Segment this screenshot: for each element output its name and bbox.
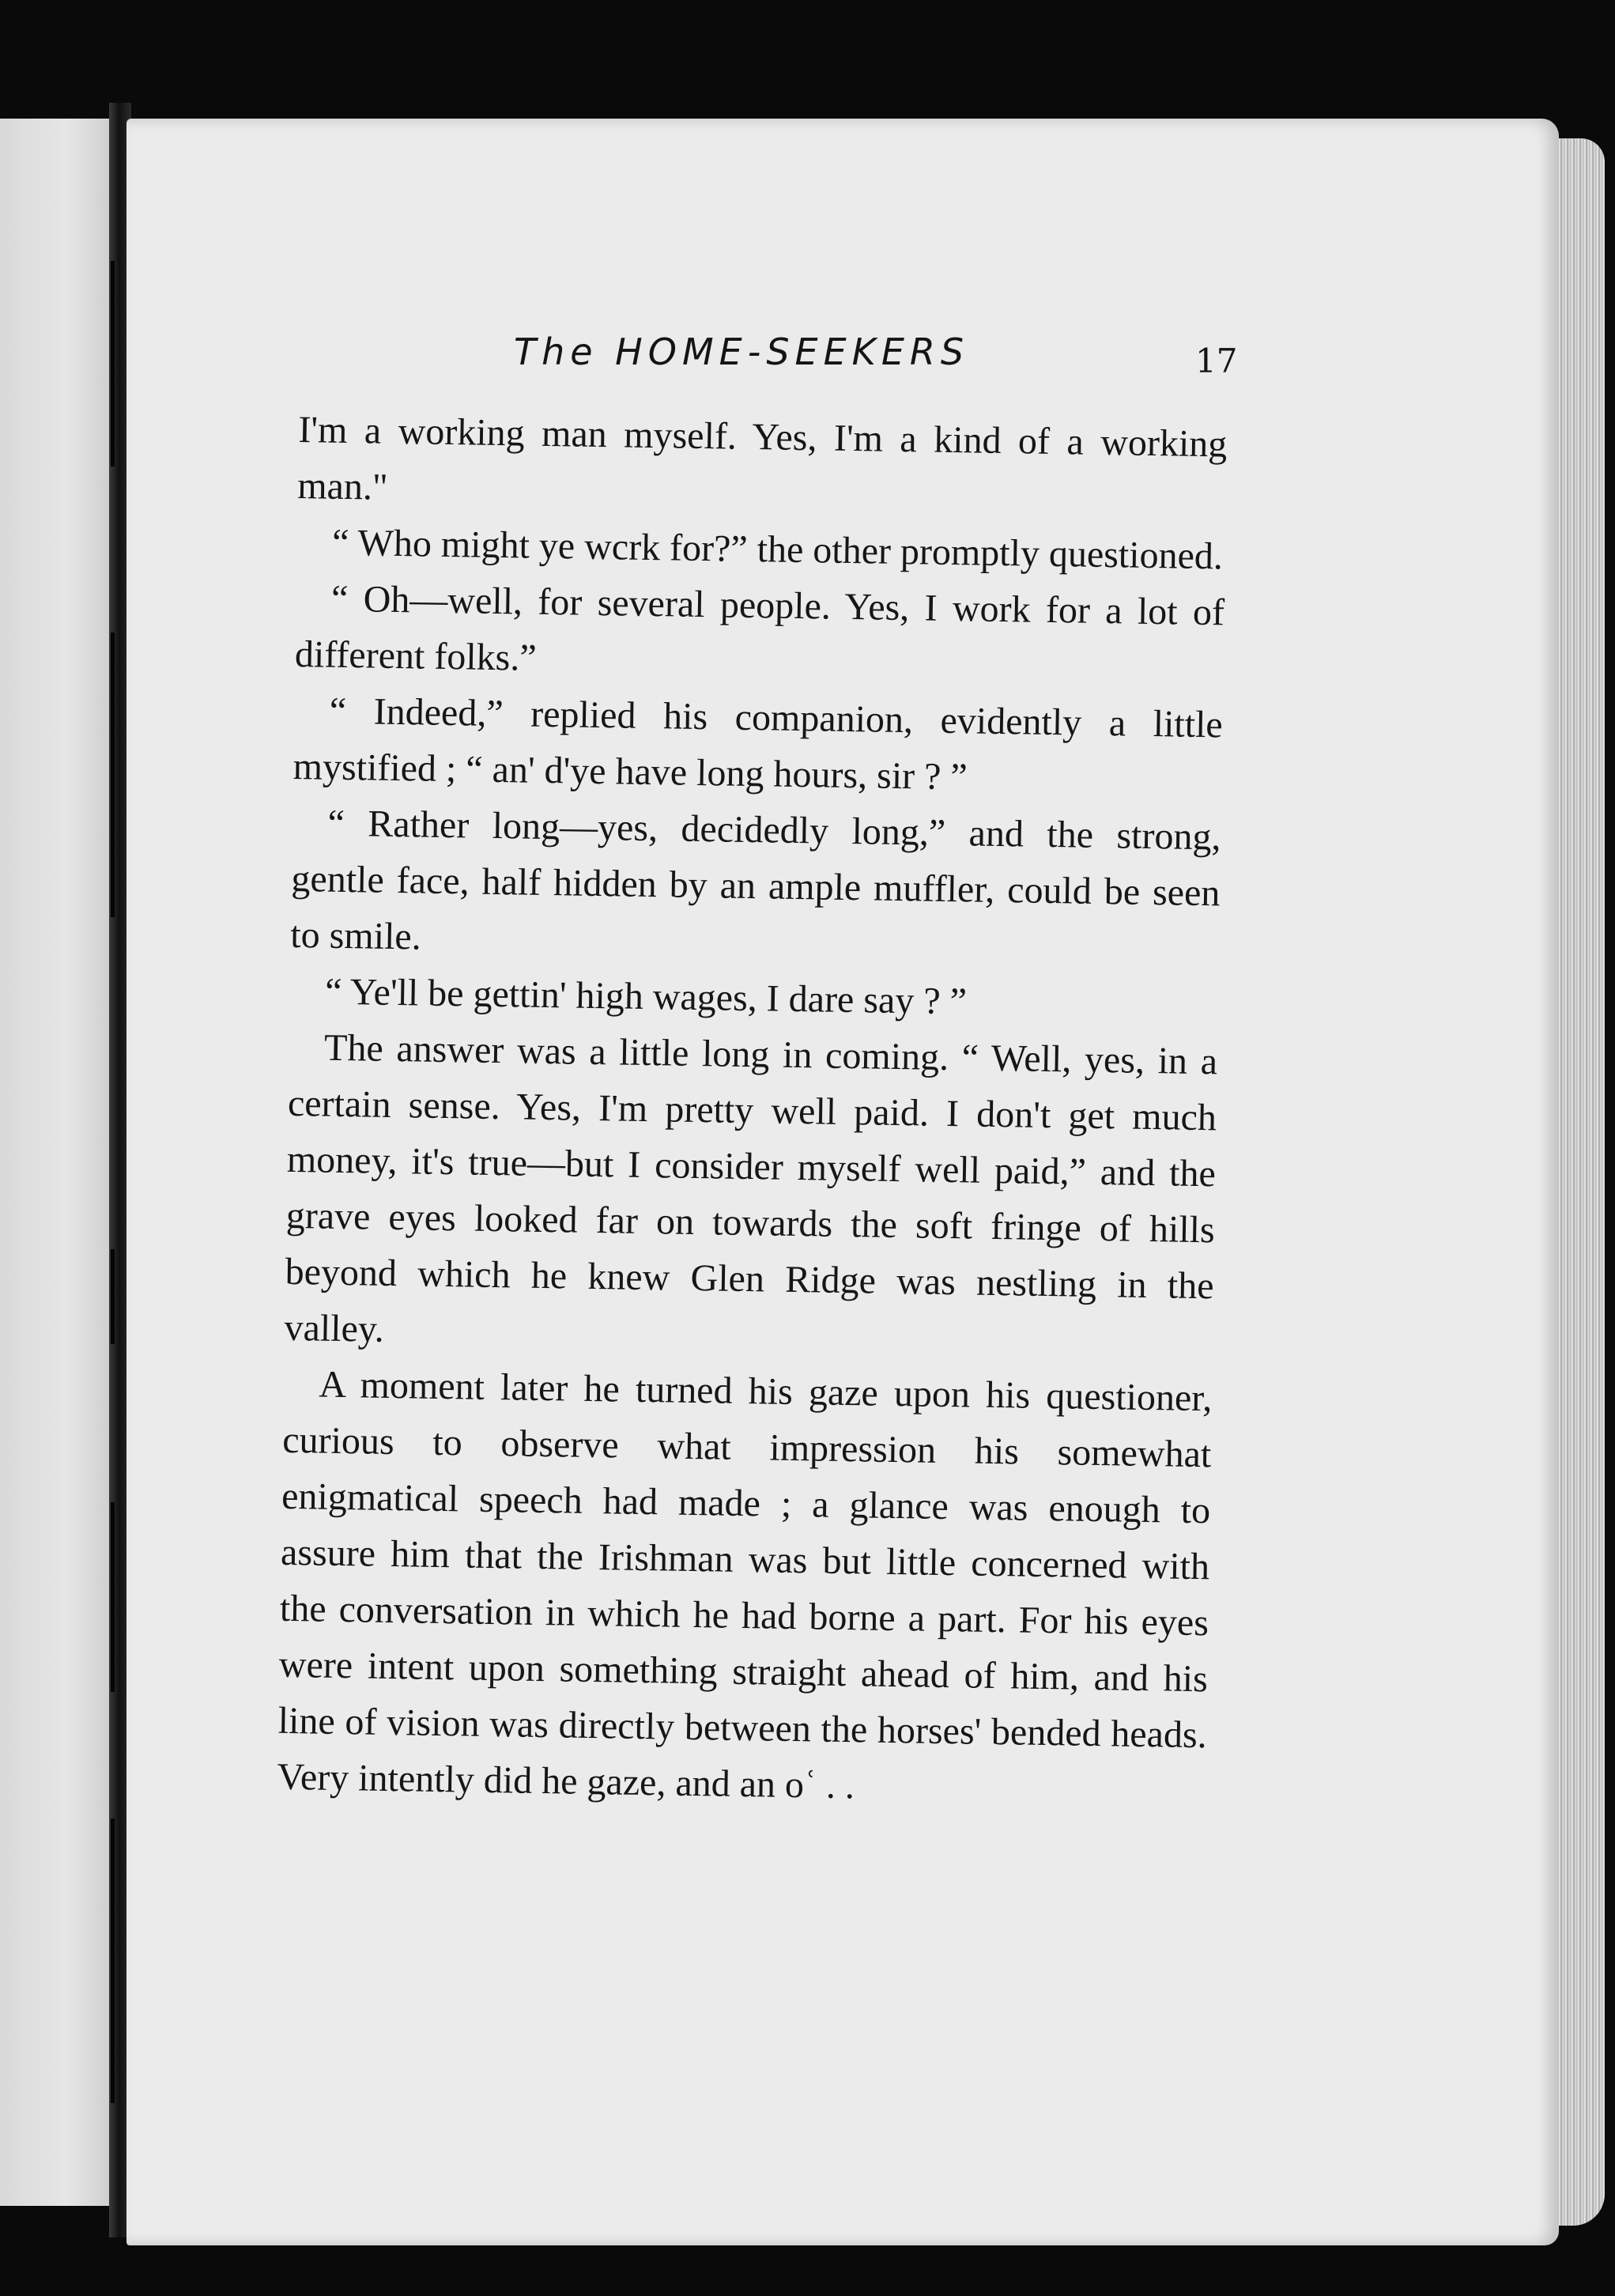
paragraph: “ Rather long—yes, decidedly long,” and the strong, gentle face, half hidden by an ample muffler, could be seen to smile.: [289, 802, 1221, 958]
facing-page-edge: [0, 119, 111, 2206]
paragraph: “ Indeed,” replied his companion, evidently a little mystified ; “ an' d'ye have long hours, sir ? ”: [292, 689, 1224, 799]
gutter-shadow-mark: [111, 633, 115, 917]
paragraph: “ Ye'll be gettin' high wages, I dare say ? ”: [324, 970, 968, 1023]
gutter-shadow-mark: [111, 1249, 115, 1344]
running-head: The HOME-SEEKERS: [514, 330, 970, 373]
page-number: 17: [1195, 342, 1238, 380]
paragraph: A moment later he turned his gaze upon his questioner, curious to observe what impression his somewhat enigmatical speech had made ; a glance was enough to assure him that the Irishman was but little concerned with the conversation in which he had borne a part. For his eyes were intent upon something straight ahead of him, and his line of vision was directly between the horses' bended heads. Very intently did he gaze, and an oʿ . .: [277, 1363, 1213, 1807]
body-text: [277, 402, 1228, 1819]
paragraph: “ Oh—well, for several people. Yes, I work for a lot of different folks.”: [294, 577, 1225, 679]
paragraph: The answer was a little long in coming. “ Well, yes, in a certain sense. Yes, I'm pretty well paid. I don't get much money, it's true—but I consider myself well paid,” and the grave eyes looked far on towards the soft fringe of hills beyond which he knew Glen Ridge was nestling in the valley.: [284, 1026, 1218, 1350]
gutter-shadow-mark: [111, 1818, 115, 2103]
gutter-shadow-mark: [111, 1502, 115, 1692]
gutter-shadow-mark: [111, 261, 115, 466]
paragraph: I'm a working man myself. Yes, I'm a kind of a working man.": [296, 408, 1228, 508]
paragraph: “ Who might ye wcrk for?” the other promptly questioned.: [331, 521, 1224, 578]
